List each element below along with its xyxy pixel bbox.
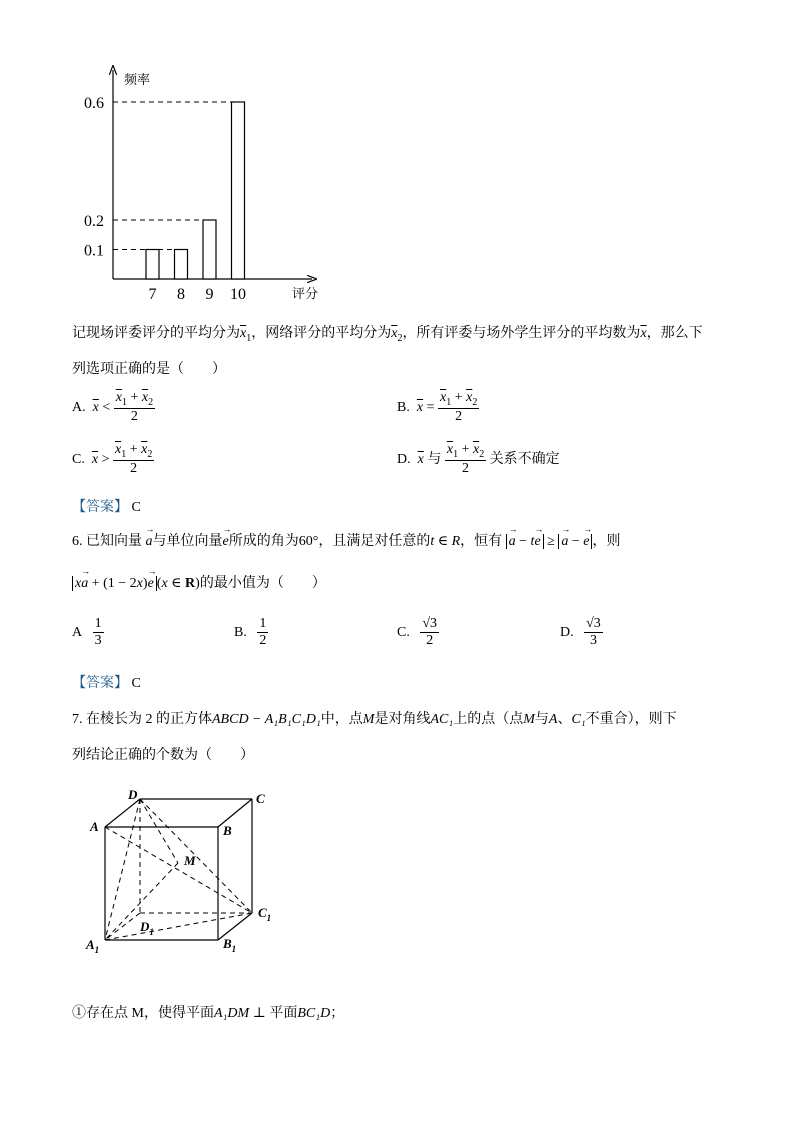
- label-A1: $A_1$: [86, 937, 100, 955]
- bar-8: [175, 250, 188, 280]
- label-B: B: [223, 823, 232, 838]
- q5-answer: 【答案】 C: [72, 500, 141, 515]
- label-A: A: [90, 819, 99, 834]
- label-B1: $B_1$: [223, 936, 237, 954]
- y-tick-label: 0.6: [84, 95, 104, 112]
- q6-stem-line2: x→ a + (1 − 2x)→ e (x ∈ R)的最小值为（ ）: [72, 572, 326, 592]
- q5-stem-line2: 列选项正确的是（ ）: [72, 362, 226, 377]
- x-tick-label: 7: [148, 286, 157, 303]
- bar-10: [232, 102, 245, 279]
- q7-stem-line1: 7. 在棱长为 2 的正方体ABCD − A₁B₁C₁D₁中，点M是对角线AC₁上的点（点M与A、C₁不重合），则下: [72, 712, 677, 727]
- cube-diagram: [80, 785, 300, 960]
- q6-option-d: D. $\frac{√3}{3}$: [560, 616, 601, 649]
- q6-option-b: B. $\frac{1}{2}$: [234, 616, 267, 649]
- q5-option-a: A. $\overline{x}$ < $\frac{\overline{x}_1 + \overline{x}_2}{2}$: [72, 390, 154, 425]
- q6-option-c: C. $\frac{√3}{2}$: [397, 616, 438, 649]
- frequency-bar-chart: [0, 0, 794, 310]
- q6-answer: 【答案】 C: [72, 676, 141, 691]
- label-C: C: [256, 791, 265, 806]
- y-tick-label: 0.1: [84, 242, 104, 260]
- x-tick-label: 10: [230, 286, 246, 303]
- bar-7: [146, 250, 159, 280]
- x-tick-label: 8: [177, 286, 185, 303]
- q5-option-d: D. $\overline{x}$ 与 $\frac{\overline{x}_1 + \overline{x}_2}{2}$ 关系不确定: [397, 442, 560, 477]
- q5-option-b: B. $\overline{x}$ = $\frac{\overline{x}_1 + \overline{x}_2}{2}$: [397, 390, 478, 425]
- y-tick-label: 0.2: [84, 213, 104, 230]
- q7-statement-1: ①存在点 M，使得平面A₁DM ⊥ 平面BC₁D；: [72, 1006, 345, 1021]
- q6-stem-line1: 6. 已知向量 → a与单位向量→ e所成的角为60°，且满足对任意的t ∈ R，恒有 → a − t→ e ≥ → a − → e ，则: [72, 530, 620, 550]
- label-D1: $D_1$: [140, 919, 154, 937]
- q6-option-a: A $\frac{1}{3}$: [72, 616, 102, 649]
- q7-stem-line2: 列结论正确的个数为（ ）: [72, 748, 254, 763]
- y-axis-label: 频率: [124, 73, 151, 88]
- label-M: M: [184, 853, 196, 868]
- x-tick-label: 9: [205, 286, 214, 303]
- label-C1: $C_1$: [258, 905, 272, 923]
- bar-9: [203, 220, 216, 279]
- q5-option-c: C. $\overline{x}$ > $\frac{\overline{x}_1 + \overline{x}_2}{2}$: [72, 442, 153, 477]
- x-axis-label: 评分: [292, 287, 319, 302]
- q5-stem-line1: 记现场评委评分的平均分为$\overline{x}_1$，网络评分的平均分为$\overline{x}_2$，所有评委与场外学生评分的平均数为$\overline{x}$，那么下: [72, 326, 703, 344]
- label-D: D: [128, 787, 138, 802]
